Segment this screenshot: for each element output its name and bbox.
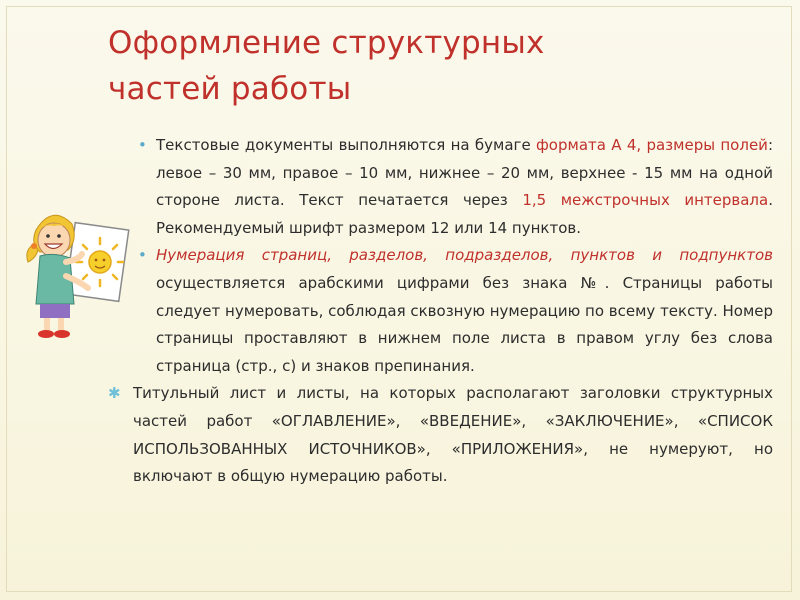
bullet1-text-2: : левое – 30 мм, правое – 10 мм, нижнее – 20 мм, верхнее - 15 мм на одной стороне листа. Текст печатается через (156, 136, 773, 210)
bullet2-highlight-numbering: Нумерация страниц, разделов, подразделов, пунктов и подпунктов (156, 246, 773, 265)
bullet-dot-icon: • (138, 246, 147, 265)
slide-title (108, 20, 758, 112)
bullet1-text-3: . Рекомендуемый шрифт размером 12 или 14 пунктов. (156, 191, 773, 237)
snowflake-marker-icon: ✱ (108, 384, 121, 403)
bullet2-text: осуществляется арабскими цифрами без знака №. Страницы работы следует нумеровать, соблюдая сквозную нумерацию по всему тексту. Номер страницы проставляют в нижнем поле листа в правом углу без слова страница (стр., с) и знаков препинания. (156, 273, 774, 375)
bullet-dot-icon: • (138, 136, 147, 154)
slide-content (108, 132, 773, 491)
bullet-item-numbering (108, 242, 773, 380)
bullet1-text-1: Текстовые документы выполняются на бумаге (156, 136, 536, 154)
bullet1-highlight-format: формата А 4, размеры полей (535, 136, 768, 154)
title-line-1: Оформление структурных (108, 25, 545, 61)
paragraph-title-page (108, 380, 773, 490)
paragraph3-text: Титульный лист и листы, на которых располагают заголовки структурных частей работ «ОГЛАВЛЕНИЕ», «ВВЕДЕНИЕ», «ЗАКЛЮЧЕНИЕ», «СПИСОК ИСПОЛЬЗОВАННЫХ ИСТОЧНИКОВ», «ПРИЛОЖЕНИЯ», не нумеруют, но включают в общую нумерацию работы. (133, 384, 773, 486)
bullet-item-formatting (108, 132, 773, 242)
title-line-2: частей работы (108, 71, 352, 107)
bullet1-highlight-spacing: 1,5 межстрочных интервала (522, 191, 769, 210)
